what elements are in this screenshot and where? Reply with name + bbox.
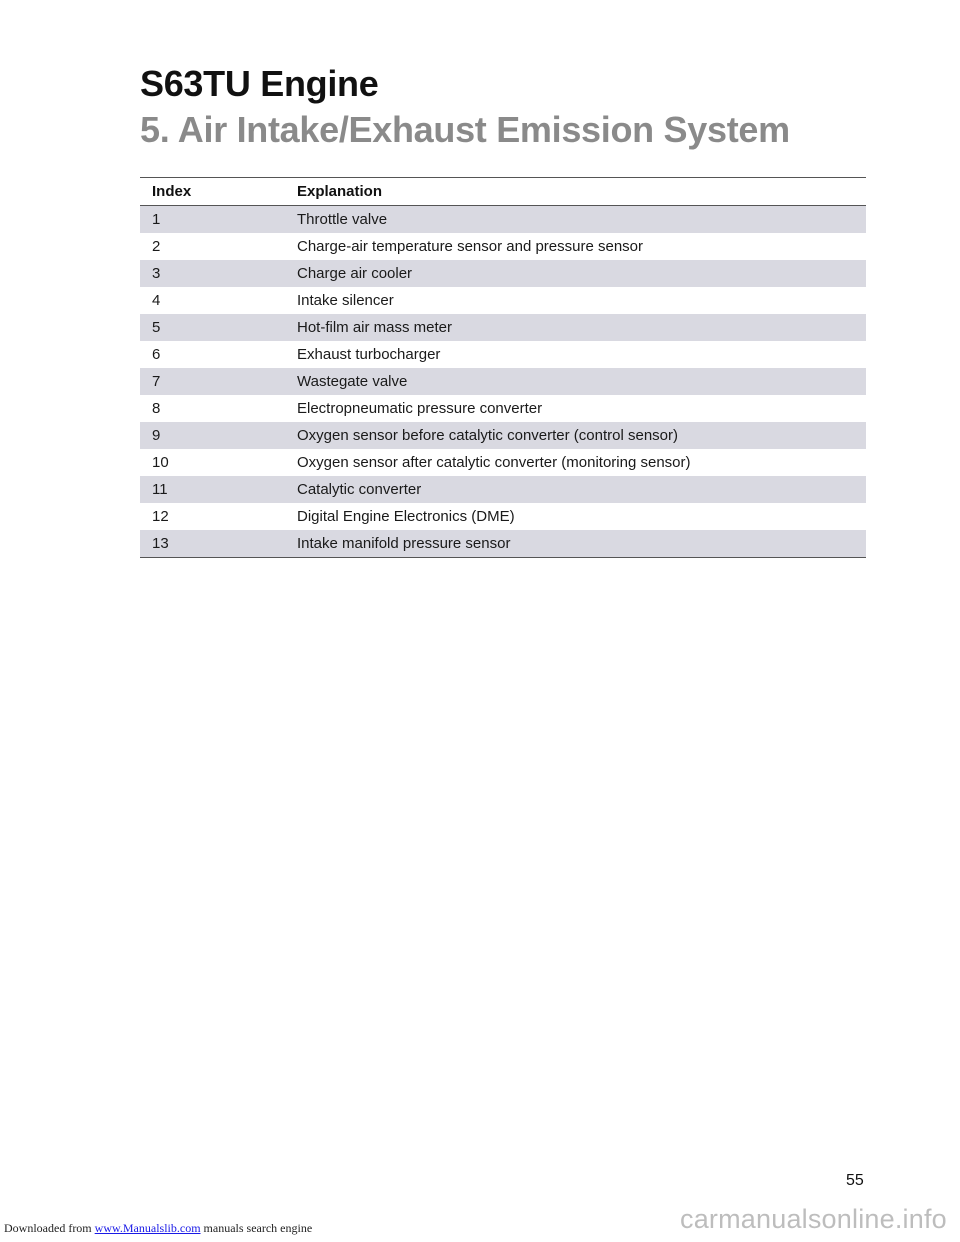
column-header-explanation: Explanation — [297, 183, 383, 200]
row-index: 10 — [152, 454, 169, 471]
row-index: 8 — [152, 400, 161, 417]
row-explanation: Exhaust turbocharger — [297, 346, 441, 363]
footer-suffix: manuals search engine — [203, 1221, 313, 1235]
row-explanation: Oxygen sensor after catalytic converter (monitoring sensor) — [297, 454, 691, 471]
download-footer — [4, 1221, 312, 1236]
table-row — [140, 530, 866, 558]
row-explanation: Oxygen sensor before catalytic converter (control sensor) — [297, 427, 678, 444]
table-header-row — [140, 178, 866, 206]
table-row — [140, 206, 866, 234]
table-row — [140, 287, 866, 314]
row-index: 4 — [152, 292, 161, 309]
row-explanation: Intake manifold pressure sensor — [297, 535, 511, 552]
table-row — [140, 476, 866, 503]
row-explanation: Catalytic converter — [297, 481, 422, 498]
row-index: 5 — [152, 319, 161, 336]
page-number: 55 — [846, 1172, 864, 1189]
row-explanation: Charge air cooler — [297, 265, 413, 282]
page-title: S63TU Engine — [140, 63, 379, 104]
row-explanation: Electropneumatic pressure converter — [297, 400, 543, 417]
row-index: 12 — [152, 508, 169, 525]
legend-table — [140, 177, 866, 558]
row-explanation: Throttle valve — [297, 211, 388, 228]
table-row — [140, 341, 866, 368]
table-row — [140, 314, 866, 341]
row-index: 6 — [152, 346, 161, 363]
row-index: 7 — [152, 373, 161, 390]
row-explanation: Charge-air temperature sensor and pressure sensor — [297, 238, 644, 255]
table-row — [140, 368, 866, 395]
table-row — [140, 395, 866, 422]
table-row — [140, 449, 866, 476]
manualslib-link[interactable]: www.Manualslib.com — [94, 1221, 201, 1235]
row-index: 2 — [152, 238, 161, 255]
row-explanation: Wastegate valve — [297, 373, 408, 390]
table-row — [140, 260, 866, 287]
footer-prefix: Downloaded from — [4, 1221, 92, 1235]
title-block — [140, 62, 790, 152]
watermark: carmanualsonline.info — [680, 1204, 947, 1234]
table-row — [140, 233, 866, 260]
row-explanation: Intake silencer — [297, 292, 394, 309]
row-index: 3 — [152, 265, 161, 282]
row-index: 1 — [152, 211, 161, 228]
row-explanation: Hot-film air mass meter — [297, 319, 453, 336]
column-header-index: Index — [152, 183, 192, 200]
row-index: 9 — [152, 427, 161, 444]
section-title: 5. Air Intake/Exhaust Emission System — [140, 109, 790, 150]
table-row — [140, 422, 866, 449]
legend-table-container — [140, 177, 866, 558]
row-explanation: Digital Engine Electronics (DME) — [297, 508, 515, 525]
row-index: 11 — [152, 481, 168, 498]
row-index: 13 — [152, 535, 169, 552]
table-row — [140, 503, 866, 530]
